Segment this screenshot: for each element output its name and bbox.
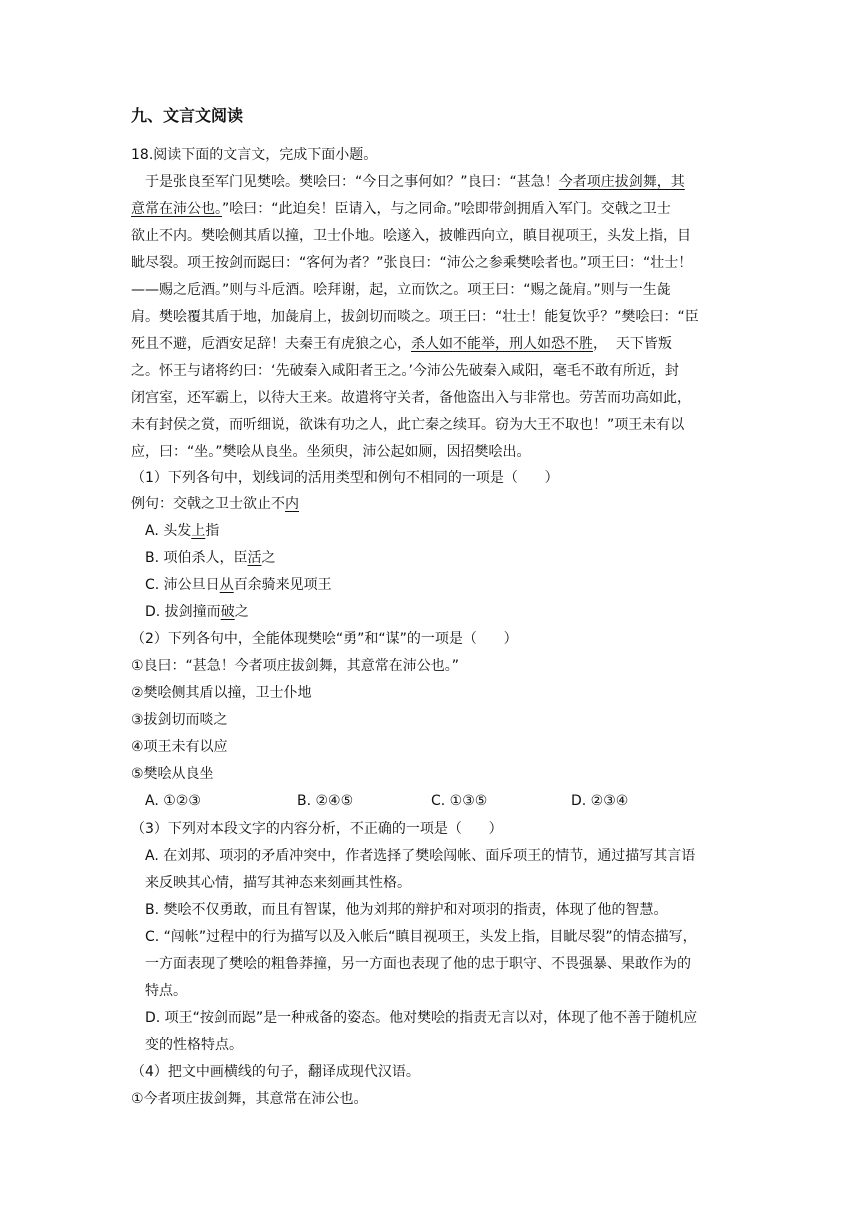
underlined-sentence-1: 今者项庄拔剑舞，其	[558, 174, 685, 190]
underlined-sentence-1-cont: 意常在沛公也。	[131, 201, 222, 217]
q3-stem: （3）下列对本段文字的内容分析，不正确的一项是（ ）	[131, 821, 503, 837]
passage-text: ”哙曰：“此迫矣！臣请入，与之同命。”哙即带剑拥盾入军门。交戟之卫士	[222, 201, 671, 217]
q1-option-d	[145, 602, 249, 622]
q3-option-c-line-2: 一方面表现了樊哙的粗鲁莽撞，另一方面也表现了他的忠于职守、不畏强暴、果敢作为的	[145, 956, 691, 972]
underlined-word: 破	[220, 604, 235, 620]
passage-line-10: 未有封侯之赏，而听细说，欲诛有功之人，此亡秦之续耳。窃为大王不取也！”项王未有以	[131, 417, 685, 433]
passage-line-7	[131, 334, 672, 354]
passage-text: ， 天下皆叛	[593, 336, 672, 352]
q3-option-d-line-2: 变的性格特点。	[145, 1037, 243, 1053]
q1-option-a	[145, 521, 219, 541]
q3-option-b: B. 樊哙不仅勇敢，而且有智谋，他为刘邦的辩护和对项羽的指责，体现了他的智慧。	[145, 902, 668, 918]
passage-line-3: 欲止不内。樊哙侧其盾以撞，卫士仆地。哙遂入，披帷西向立，瞋目视项王，头发上指，目	[131, 228, 691, 244]
q3-option-a-line-1: A. 在刘邦、项羽的矛盾冲突中，作者选择了樊哙闯帐、面斥项王的情节，通过描写其言语	[145, 848, 696, 864]
q4-stem: （4）把文中画横线的句子，翻译成现代汉语。	[131, 1064, 420, 1080]
example-text: 例句：交戟之卫士欲止不	[131, 496, 285, 512]
q2-option-c: C. ①③⑤	[431, 793, 488, 809]
option-text: 之	[234, 604, 249, 620]
q1-example	[131, 494, 299, 514]
passage-line-2	[131, 199, 671, 219]
passage-text: 死且不避，卮酒安足辞！夫秦王有虎狼之心，	[131, 336, 411, 352]
example-underlined-word: 内	[285, 496, 299, 512]
passage-line-5: ——赐之卮酒。”则与斗卮酒。哙拜谢，起，立而饮之。项王曰：“赐之彘肩。”则与一生彘	[131, 282, 671, 298]
option-text: B. 项伯杀人，臣	[145, 550, 248, 566]
q3-option-d-line-1: D. 项王“按剑而跽”是一种戒备的姿态。他对樊哙的指责无言以对，体现了他不善于随机应	[145, 1010, 698, 1026]
passage-line-11: 应，曰：“坐。”樊哙从良坐。坐须臾，沛公起如厕，因招樊哙出。	[131, 444, 531, 460]
passage-line-4: 眦尽裂。项王按剑而跽曰：“客何为者？”张良曰：“沛公之参乘樊哙者也。”项王曰：“壮士！	[131, 255, 693, 271]
q2-item-3: ③拔剑切而啖之	[131, 712, 228, 728]
q3-option-c-line-3: 特点。	[145, 983, 187, 999]
option-text: D. 拔剑撞而	[145, 604, 221, 620]
option-text: 百余骑来见项王	[233, 577, 332, 593]
q3-option-c-line-1: C. “闯帐”过程中的行为描写以及入帐后“瞋目视项王，头发上指，目眦尽裂”的情态描写，	[145, 929, 697, 945]
q1-stem: （1）下列各句中，划线词的活用类型和例句不相同的一项是（ ）	[131, 470, 559, 486]
passage-line-1	[145, 172, 685, 192]
option-text: 之	[261, 550, 276, 566]
q2-option-d: D. ②③④	[571, 793, 629, 809]
q2-item-2: ②樊哙侧其盾以撞，卫士仆地	[131, 685, 312, 701]
q2-option-a: A. ①②③	[145, 793, 201, 809]
passage-line-6: 肩。樊哙覆其盾于地，加彘肩上，拔剑切而啖之。项王曰：“壮士！能复饮乎？”樊哙曰：“臣	[131, 309, 699, 325]
q1-option-c	[145, 575, 332, 595]
q2-item-1: ①良曰：“甚急！今者项庄拔剑舞，其意常在沛公也。”	[131, 658, 460, 674]
question-intro: 18.阅读下面的文言文，完成下面小题。	[131, 147, 378, 163]
option-text: C. 沛公旦日	[145, 577, 220, 593]
passage-line-9: 闭宫室，还军霸上，以待大王来。故遣将守关者，备他盗出入与非常也。劳苦而功高如此，	[131, 390, 691, 406]
underlined-word: 从	[219, 577, 234, 593]
option-text: 指	[205, 523, 220, 539]
option-text: A. 头发	[145, 523, 192, 539]
q2-option-b: B. ②④⑤	[297, 793, 354, 809]
q2-item-4: ④项王未有以应	[131, 739, 228, 755]
q2-stem: （2）下列各句中，全能体现樊哙“勇”和“谋”的一项是（ ）	[131, 631, 518, 647]
q1-option-b	[145, 548, 276, 568]
q3-option-a-line-2: 来反映其心情，描写其神态来刻画其性格。	[145, 875, 411, 891]
underlined-word: 上	[191, 523, 206, 539]
section-title: 九、文言文阅读	[131, 106, 244, 125]
passage-text: 于是张良至军门见樊哙。樊哙曰：“今日之事何如？”良曰：“甚急！	[145, 174, 559, 190]
underlined-sentence-2: 杀人如不能举，刑人如恐不胜	[411, 336, 593, 352]
q4-item-1: ①今者项庄拔剑舞，其意常在沛公也。	[131, 1091, 368, 1107]
passage-line-8: 之。怀王与诸将约曰：‘先破秦入咸阳者王之。’今沛公先破秦入咸阳，毫毛不敢有所近，封	[131, 363, 679, 379]
q2-item-5: ⑤樊哙从良坐	[131, 766, 214, 782]
underlined-word: 活	[247, 550, 262, 566]
